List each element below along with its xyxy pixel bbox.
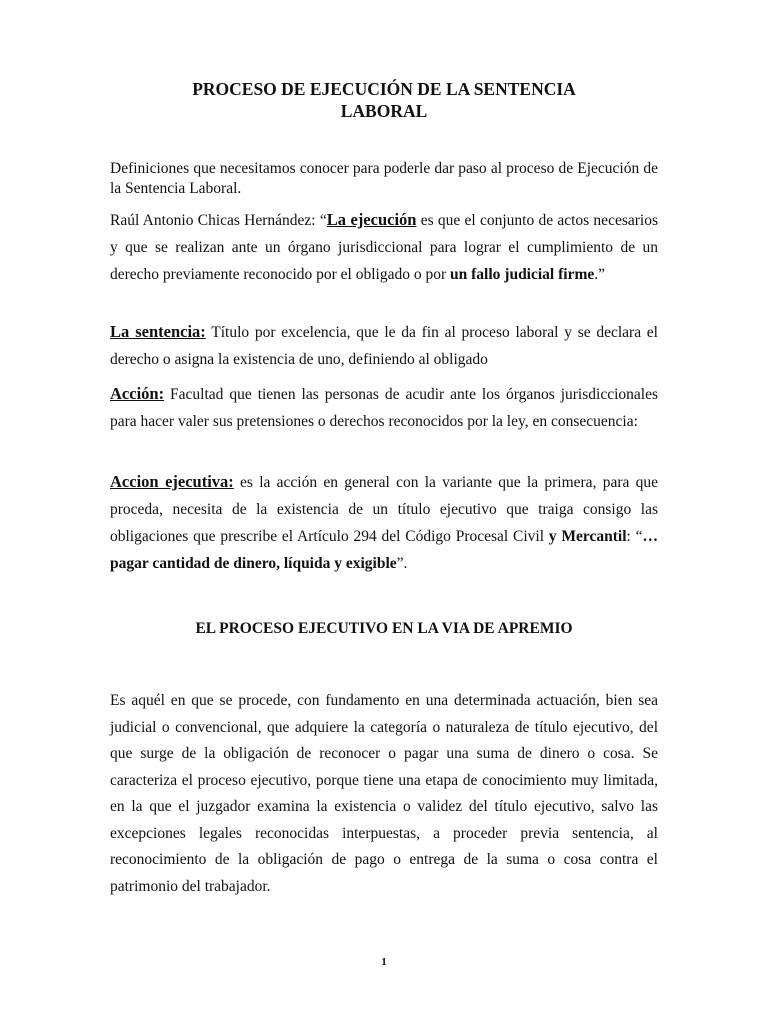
quote-term: La ejecución bbox=[326, 210, 417, 229]
sentencia-term: La sentencia: bbox=[110, 322, 206, 341]
quote-author: Raúl Antonio Chicas Hernández: “ bbox=[110, 212, 327, 229]
accion-ejecutiva-mercantil: y Mercantil bbox=[548, 528, 627, 545]
quote-close: .” bbox=[594, 266, 606, 283]
sentencia-text: Título por excelencia, que le da fin al proceso laboral y se declara el derecho o asigna la existencia de uno, definiendo al obligado bbox=[110, 324, 658, 368]
accion-ejecutiva-end: ”. bbox=[396, 555, 408, 572]
accion-term: Acción: bbox=[110, 384, 165, 403]
section-subtitle: EL PROCESO EJECUTIVO EN LA VIA DE APREMIO bbox=[195, 620, 573, 637]
page-number: 1 bbox=[381, 956, 387, 968]
sentencia-paragraph bbox=[110, 318, 658, 373]
apremio-paragraph: Es aquél en que se procede, con fundamento en una determinada actuación, bien sea judicial o convencional, que adquiere la categoría o naturaleza de título ejecutivo, del que surge de la obligación de reconocer o pagar una suma de dinero o cosa. Se caracteriza el proceso ejecutivo, porque tiene una etapa de conocimiento muy limitada, en la que el juzgador examina la existencia o validez del título ejecutivo, salvo las excepciones legales reconocidas interpuestas, a proceder previa sentencia, al reconocimiento de la obligación de pago o entrega de la suma o cosa contra el patrimonio del trabajador. bbox=[110, 692, 658, 895]
accion-text: Facultad que tienen las personas de acudir ante los órganos jurisdiccionales para hacer valer sus pretensiones o derechos reconocidos por la ley, en consecuencia: bbox=[110, 386, 658, 430]
accion-ejecutiva-term: Accion ejecutiva: bbox=[110, 472, 234, 491]
accion-paragraph bbox=[110, 380, 658, 435]
accion-ejecutiva-colon: : “ bbox=[626, 528, 643, 545]
quote-bold-end: un fallo judicial firme bbox=[450, 266, 595, 283]
page-title bbox=[110, 78, 658, 122]
quote-body: es que el conjunto de actos necesarios y que se realizan ante un órgano jurisdiccional para lograr el cumplimiento de un derecho previamente reconocido por el obligado o por bbox=[110, 212, 658, 283]
title-line-2: LABORAL bbox=[340, 101, 428, 121]
accion-ejecutiva-paragraph bbox=[110, 468, 658, 577]
definitions-intro: Definiciones que necesitamos conocer para poderle dar paso al proceso de Ejecución de la Sentencia Laboral. bbox=[110, 160, 658, 197]
accion-ejecutiva-quote: …pagar cantidad de dinero, líquida y exigible bbox=[110, 528, 658, 572]
title-line-1: PROCESO DE EJECUCIÓN DE LA SENTENCIA bbox=[192, 79, 576, 99]
quote-paragraph bbox=[110, 206, 658, 288]
accion-ejecutiva-text: es la acción en general con la variante que la primera, para que proceda, necesita de la existencia de un título ejecutivo que traiga consigo las obligaciones que prescribe el Artículo 294 del Código Procesal Civil bbox=[110, 474, 658, 545]
